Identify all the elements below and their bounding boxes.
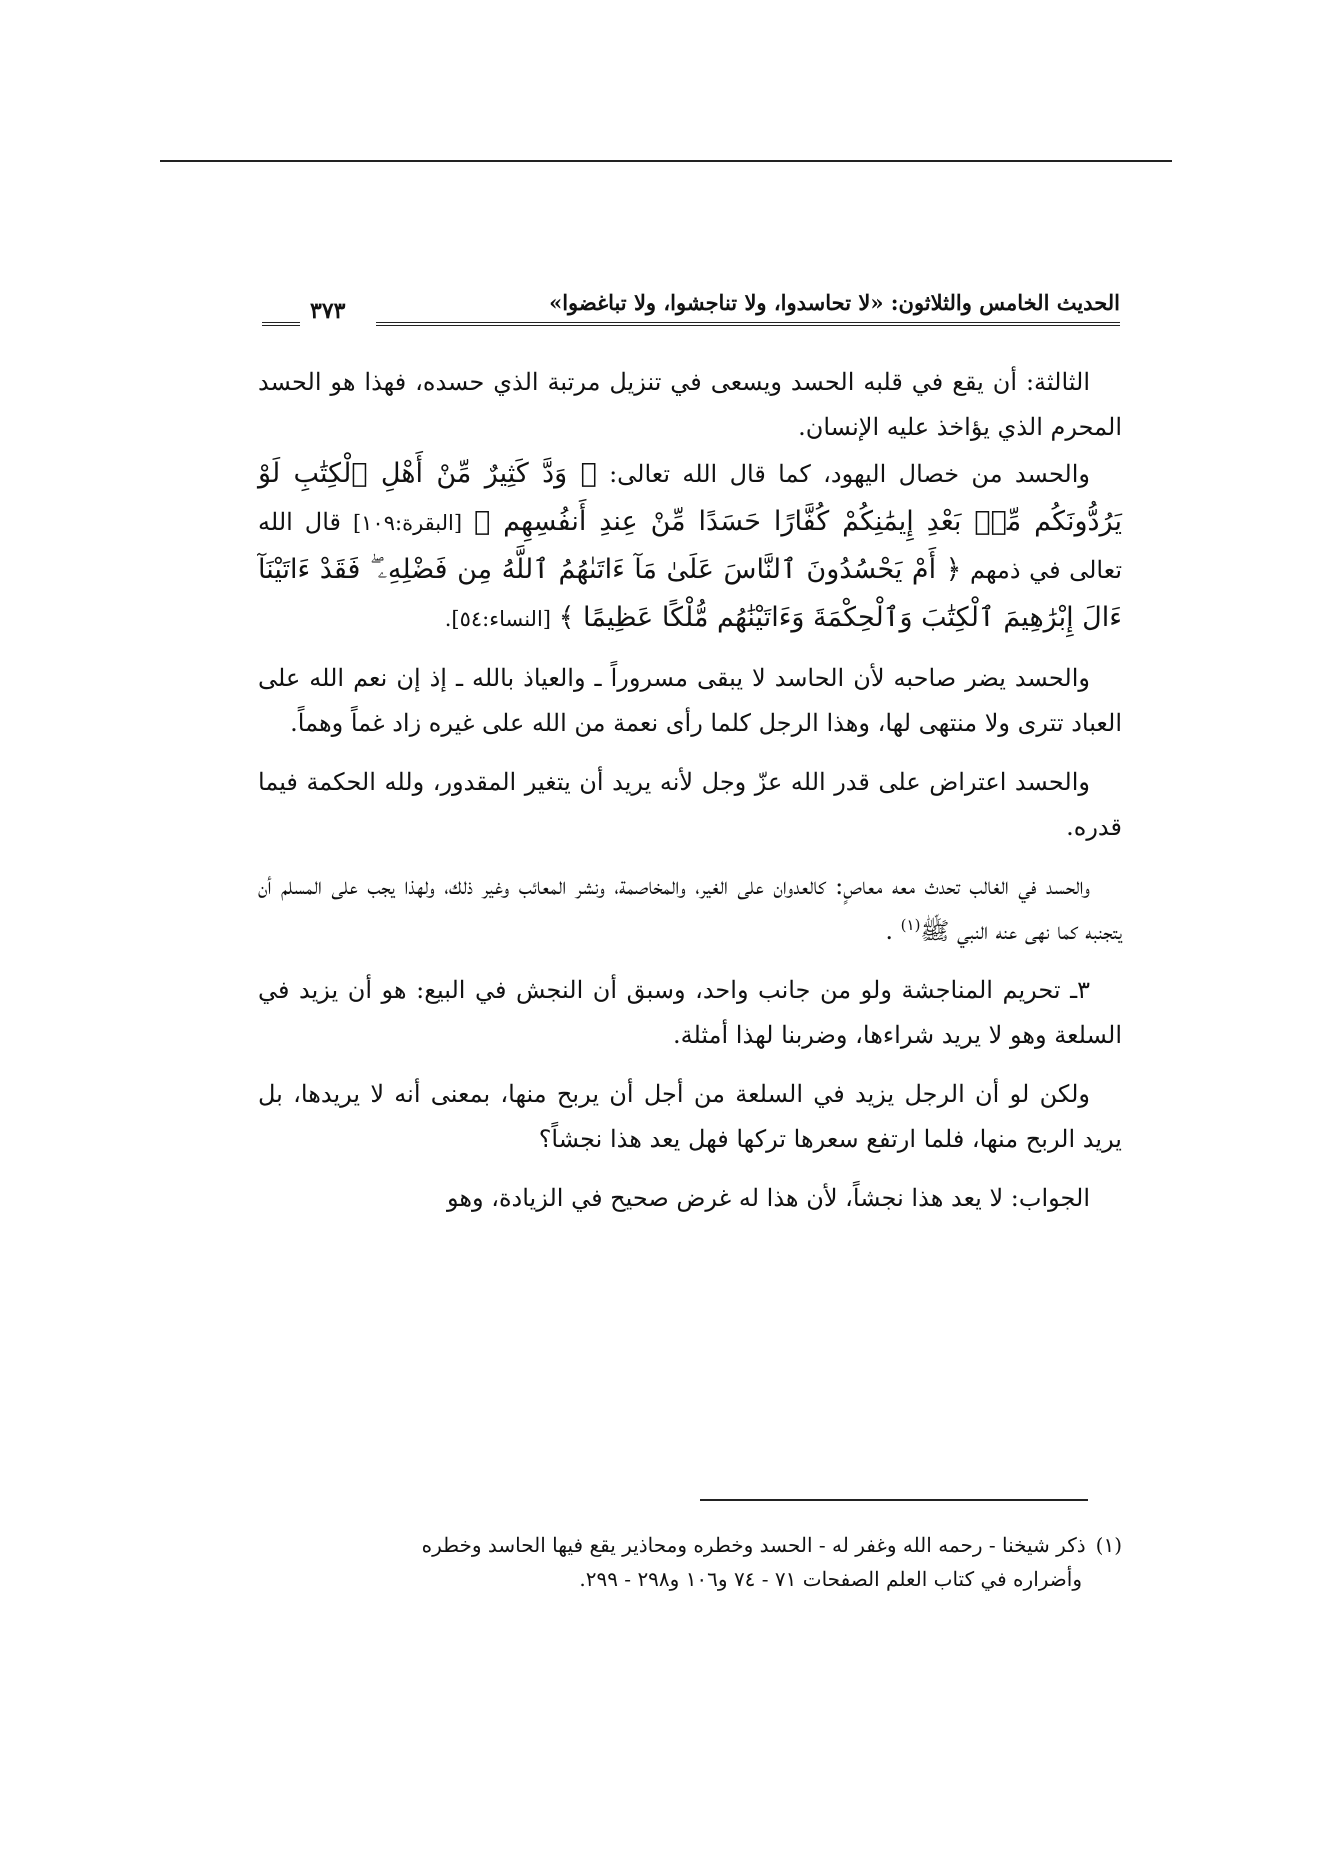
quran-verse-nisa: ﴿ أَمْ يَحْسُدُونَ ٱلنَّاسَ عَلَىٰ مَآ ءَاتَىٰهُمُ ٱللَّهُ مِن فَضْلِهِۦ ۖ فَقَدْ ءَاتَيْنَآ ءَالَ إِبْرَٰهِيمَ ٱلْكِتَٰبَ وَٱلْحِكْمَةَ وَءَاتَيْنَٰهُم مُّلْكًا عَظِيمًا ﴾ [258, 554, 1122, 633]
footnote-line-2: وأضراره في كتاب العلم الصفحات ٧١ - ٧٤ و١٠٦ و٢٩٨ - ٢٩٩. [579, 1567, 1082, 1591]
footnotes [258, 1528, 1122, 1596]
page-number: ٣٧٣ [310, 298, 346, 324]
main-text [258, 360, 1122, 1221]
paragraph-answer: الجواب: لا يعد هذا نجشاً، لأن هذا له غرض صحيح في الزيادة، وهو [446, 1184, 1090, 1212]
paragraph-envy-jews [258, 450, 1122, 642]
footnote-marker: (١) [1095, 1533, 1122, 1557]
footnote-line-1: (١)ذكر شيخنا - رحمه الله وغفر له - الحسد وخطره ومحاذير يقع فيها الحاسد وخطره [258, 1528, 1122, 1562]
paragraph-third-level: الثالثة: أن يقع في قلبه الحسد ويسعى في تنزيل مرتبة الذي حسده، فهذا هو الحسد المحرم الذي يؤاخذ عليه الإنسان. [258, 368, 1122, 441]
top-page-rule [160, 160, 1172, 162]
paragraph-intro: والحسد من خصال اليهود، كما قال الله تعالى: [609, 460, 1091, 488]
footnote-separator [700, 1499, 1088, 1501]
paragraph-envy-harms: والحسد يضر صاحبه لأن الحاسد لا يبقى مسروراً ـ والعياذ بالله ـ إذ إن نعم الله على العباد تترى ولا منتهى لها، وهذا الرجل كلما رأى نعمة من الله على غيره زاد غماً وهماً. [258, 664, 1122, 737]
paragraph-mid: قال الله تعالى في ذمهم [258, 508, 1123, 584]
verse-reference-nisa: [النساء:٥٤]. [444, 607, 551, 631]
header-rule [262, 322, 1120, 326]
paragraph-najsh-prohibition: ٣ـ تحريم المناجشة ولو من جانب واحد، وسبق أن النجش في البيع: هو أن يزيد في السلعة وهو لا يريد شراءها، وضربنا لهذا أمثلة. [258, 976, 1122, 1049]
footnote-reference: (١) [900, 916, 921, 934]
paragraph-envy-sins: والحسد في الغالب تحدث معه معاصٍ: كالعدوان على الغير، والمخاصمة، ونشر المعائب وغير ذلك، ولهذا يجب على المسلم أن يتجنبه كما نهى عنه النبي ﷺ$^{(١)}$ . [258, 872, 1122, 945]
paragraph-envy-objection: والحسد اعتراض على قدر الله عزّ وجل لأنه يريد أن يتغير المقدور، ولله الحكمة فيما قدره. [258, 768, 1122, 841]
running-header [262, 290, 1120, 326]
paragraph-najsh-question: ولكن لو أن الرجل يزيد في السلعة من أجل أن يربح منها، بمعنى أنه لا يريدها، بل يريد الربح منها، فلما ارتفع سعرها تركها فهل يعد هذا نجشاً؟ [258, 1080, 1122, 1153]
header-title: الحديث الخامس والثلاثون: «لا تحاسدوا، ولا تناجشوا، ولا تباغضوا» [549, 290, 1120, 315]
quran-verse-baqarah: ﴿ وَدَّ كَثِيرٌ مِّنْ أَهْلِ ٱلْكِتَٰبِ لَوْ يَرُدُّونَكُم مِّنۢ بَعْدِ إِيمَٰنِكُمْ كُفَّارًا حَسَدًا مِّنْ عِندِ أَنفُسِهِم ﴾ [258, 458, 1122, 537]
verse-reference-baqarah: [البقرة:١٠٩] [352, 511, 463, 535]
